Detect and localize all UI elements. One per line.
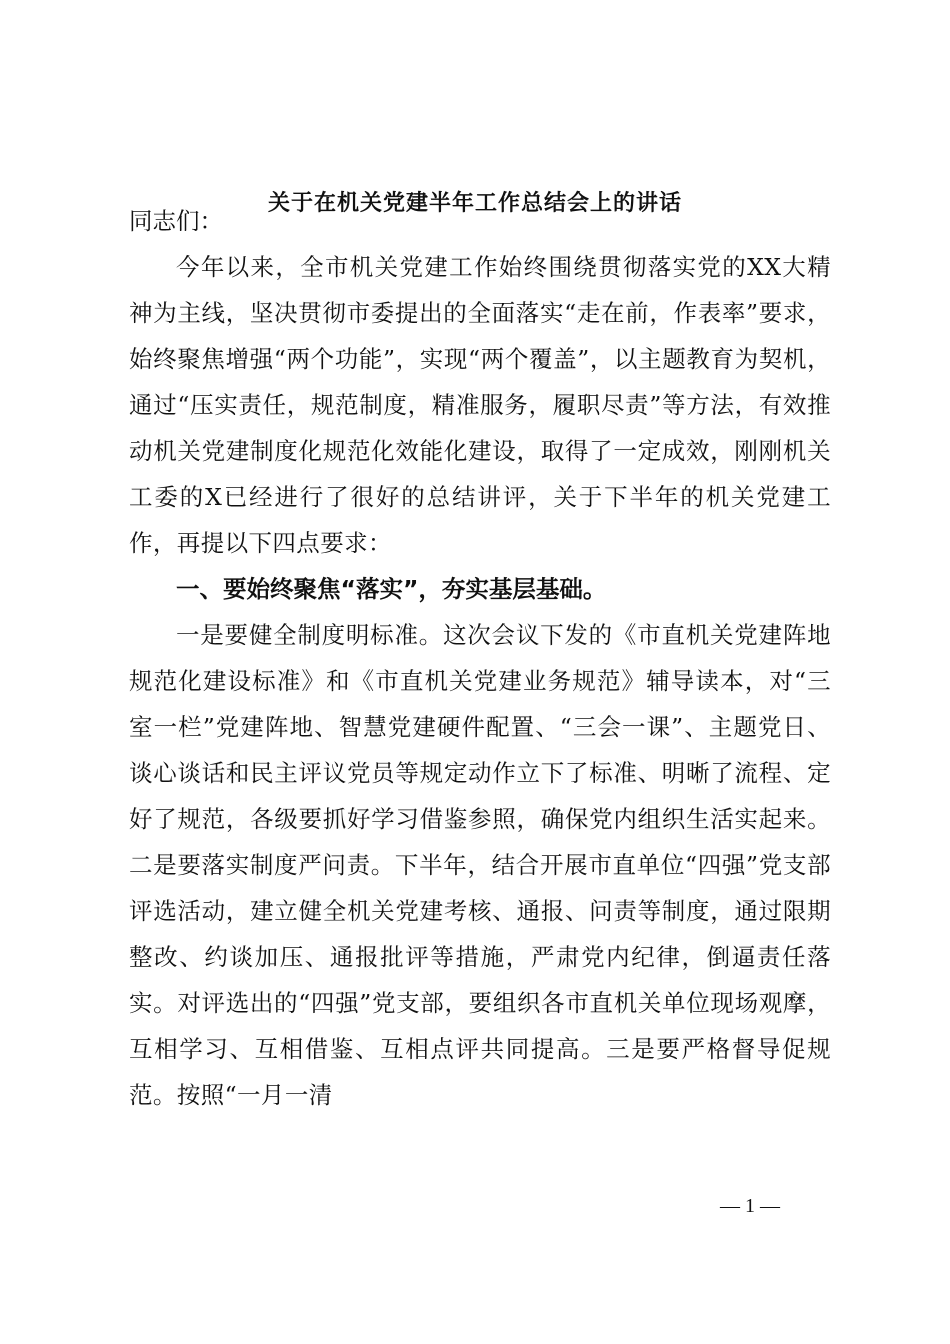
page-number: — 1 —: [720, 1195, 780, 1217]
salutation: 同志们：: [129, 207, 223, 235]
section-1-heading: 一、要始终聚焦“落实”，夯实基层基础。: [176, 575, 607, 603]
document-title: 关于在机关党建半年工作总结会上的讲话: [267, 190, 682, 216]
document-body: [129, 198, 831, 1118]
intro-paragraph: 今年以来，全市机关党建工作始终围绕贯彻落实党的XX大精神为主线，坚决贯彻市委提出的全面落实“走在前，作表率”要求，始终聚焦增强“两个功能”，实现“两个覆盖”，以主题教育为契机，通过“压实责任，规范制度，精准服务，履职尽责”等方法，有效推动机关党建制度化规范化效能化建设，取得了一定成效，刚刚机关工委的X已经进行了很好的总结讲评，关于下半年的机关党建工作，再提以下四点要求：: [129, 253, 831, 557]
section-1-paragraph: 一是要健全制度明标准。这次会议下发的《市直机关党建阵地规范化建设标准》和《市直机关党建业务规范》辅导读本，对“三室一栏”党建阵地、智慧党建硬件配置、“三会一课”、主题党日、谈心谈话和民主评议党员等规定动作立下了标准、明晰了流程、定好了规范，各级要抓好学习借鉴参照，确保党内组织生活实起来。二是要落实制度严问责。下半年，结合开展市直单位“四强”党支部评选活动，建立健全机关党建考核、通报、问责等制度，通过限期整改、约谈加压、通报批评等措施，严肃党内纪律，倒逼责任落实。对评选出的“四强”党支部，要组织各市直机关单位现场观摩，互相学习、互相借鉴、互相点评共同提高。三是要严格督导促规范。按照“一月一清: [129, 621, 831, 1109]
